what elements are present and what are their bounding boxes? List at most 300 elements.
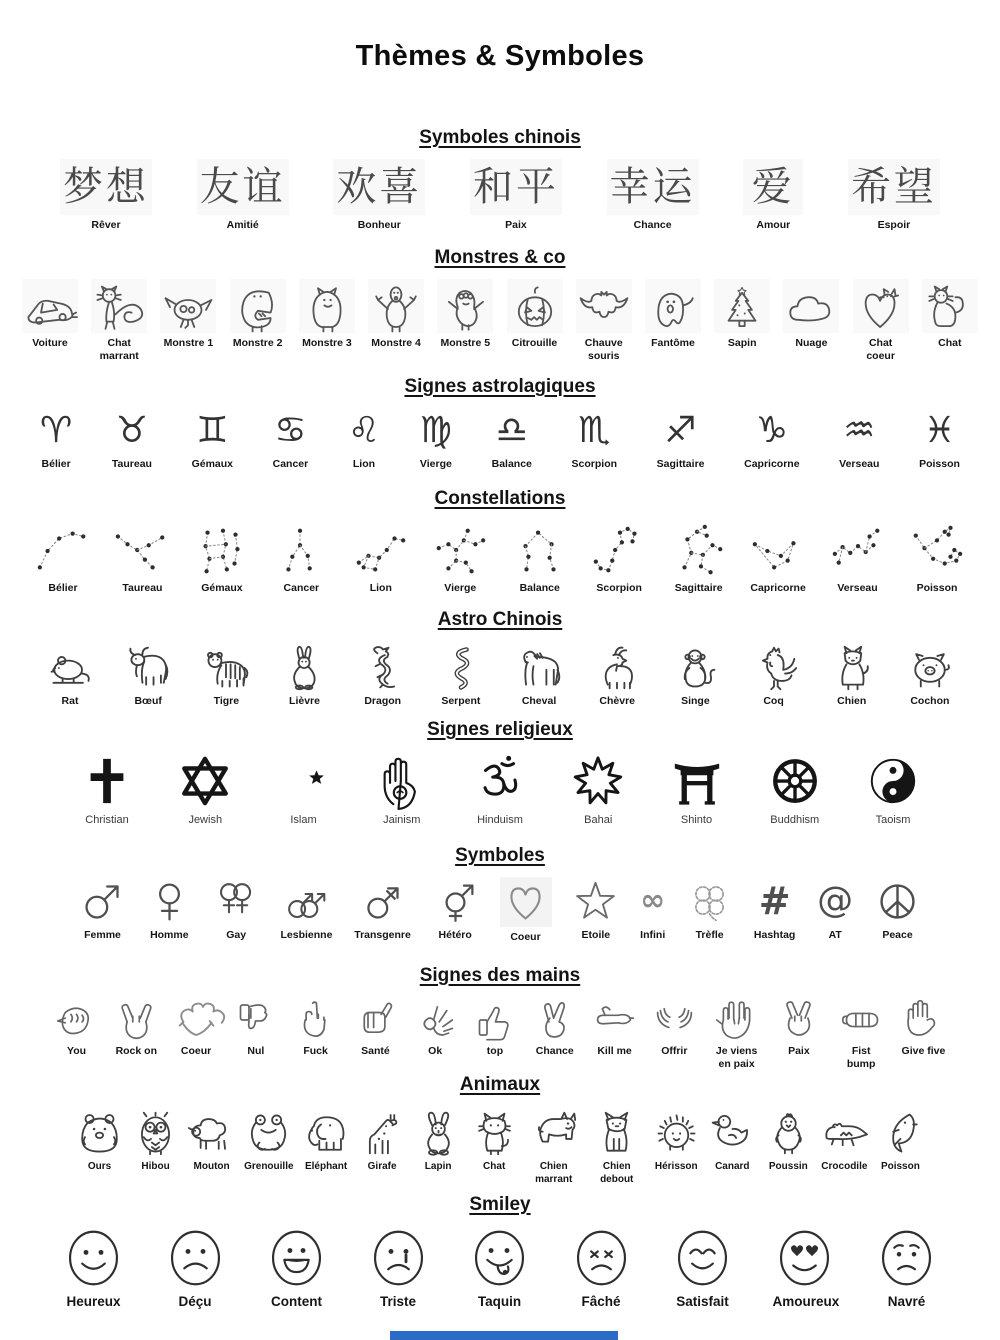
symbol-label: Ok — [428, 1044, 443, 1057]
symbol-label: Fantôme — [651, 336, 695, 349]
symbol-label: Rat — [61, 695, 79, 708]
religieux-buddhism — [768, 751, 822, 827]
transgender-sign-icon — [360, 877, 405, 925]
chinese-calligraphy-icon — [848, 159, 940, 215]
zodiac-virgo-icon — [420, 408, 452, 454]
symbol-label: Capricorne — [744, 457, 800, 470]
animaux-poussin — [765, 1106, 812, 1173]
religieux-islam — [277, 751, 331, 827]
astrologiques-vierge — [420, 408, 452, 472]
chinese-calligraphy-icon — [333, 159, 425, 215]
symbol-label: Chance — [535, 1044, 574, 1057]
constellation-gemini-icon — [193, 520, 251, 578]
religieux-jainism — [375, 751, 429, 827]
astro-chinois-cheval — [515, 641, 563, 709]
cloud-icon — [783, 279, 839, 333]
symbol-label: Kill me — [597, 1044, 632, 1057]
symbol-label: Mouton — [193, 1161, 230, 1173]
section-astrologiques — [0, 376, 1000, 472]
constellations-poisson — [908, 520, 966, 596]
chinese-calligraphy-glyph: 希望 — [850, 164, 937, 210]
smiley-sorry-icon — [875, 1226, 938, 1288]
symbol-label: Citrouille — [511, 336, 558, 349]
mains-coeur — [174, 997, 219, 1059]
monstres-monstre-2 — [230, 279, 286, 351]
symbol-label: Balance — [491, 457, 532, 470]
elephant-icon — [303, 1106, 350, 1156]
constellation-pisces-icon — [908, 520, 966, 578]
religieux-jewish — [178, 751, 232, 827]
rat-icon — [46, 641, 94, 691]
symbol-label: Fuck — [303, 1044, 328, 1057]
animaux-herisson — [653, 1106, 700, 1173]
crocodile-icon — [821, 1106, 868, 1156]
animaux-lapin — [415, 1106, 462, 1173]
at-sign-glyph: @ — [817, 880, 854, 922]
symbol-label: Jewish — [188, 813, 223, 826]
symbol-label: Chauve souris — [584, 336, 623, 363]
symbol-label: Fist bump — [846, 1044, 876, 1071]
infinity-icon — [640, 877, 665, 925]
ghost-icon — [645, 279, 701, 333]
symbol-label: Poussin — [768, 1161, 808, 1173]
constellations-capricorne — [749, 520, 807, 596]
symbol-label: Gay — [226, 929, 247, 942]
zodiac-pisces-icon — [923, 408, 955, 454]
zodiac-gemini-glyph: ♊ — [196, 409, 229, 451]
symbol-label: Paix — [505, 219, 527, 231]
symbol-label: Etoile — [581, 929, 611, 942]
constellation-sagittarius-icon — [670, 520, 728, 578]
symbol-row-mains — [0, 997, 1000, 1072]
monkey-icon — [671, 641, 719, 691]
peace-fingers-icon — [776, 997, 821, 1041]
hashtag-icon — [759, 877, 791, 925]
chinese-calligraphy-glyph: 爱 — [751, 164, 795, 210]
constellations-belier — [34, 520, 92, 596]
symbol-row-monstres — [0, 279, 1000, 364]
symbol-label: Déçu — [178, 1294, 212, 1310]
star-of-david-icon — [178, 751, 232, 809]
symbol-row-animaux — [0, 1106, 1000, 1186]
symbol-row-astrologiques — [0, 408, 1000, 472]
rooster-icon — [750, 641, 798, 691]
astro-chinois-coq — [750, 641, 798, 709]
astro-chinois-b-uf — [124, 641, 172, 709]
constellation-cancer-icon — [272, 520, 330, 578]
symbol-label: Capricorne — [750, 581, 806, 594]
section-header-monstres: Monstres & co — [434, 246, 566, 268]
heart-icon — [500, 877, 552, 927]
yin-yang-icon — [866, 751, 920, 809]
double-female-sign-icon — [214, 877, 259, 925]
hand-ok-icon — [413, 997, 458, 1041]
open-hand-icon — [901, 997, 946, 1041]
symboles-transgenre — [354, 877, 411, 943]
monstres-citrouille — [507, 279, 563, 351]
smiley-content — [265, 1226, 328, 1311]
zodiac-pisces-glyph: ♓ — [923, 409, 956, 451]
hand-rock-on-icon — [114, 997, 159, 1041]
symbol-label: Chèvre — [599, 695, 635, 708]
symbol-label: Buddhism — [770, 813, 820, 826]
astrologiques-gemaux — [192, 408, 233, 472]
zodiac-taurus-glyph: ♉ — [115, 409, 149, 451]
symbol-row-religieux — [0, 751, 1000, 827]
crescent-star-icon — [277, 751, 331, 809]
torii-icon — [670, 751, 724, 809]
zodiac-scorpio-glyph: ♏ — [578, 409, 611, 451]
car-icon — [22, 279, 78, 333]
symbol-label: Cochon — [910, 695, 950, 708]
symboles-peace — [875, 877, 920, 943]
symboles-hashtag — [754, 877, 795, 943]
astro-chinois-lievre — [281, 641, 329, 709]
symbol-row-astro-chinois — [0, 641, 1000, 709]
horse-icon — [515, 641, 563, 691]
monster-2-icon — [230, 279, 286, 333]
symbol-label: Navré — [887, 1294, 926, 1310]
astro-chinois-cochon — [906, 641, 954, 709]
heterosexual-sign-icon — [433, 877, 478, 925]
monstres-nuage — [783, 279, 839, 351]
heart-cat-icon — [853, 279, 909, 333]
constellations-balance — [511, 520, 569, 596]
symbol-label: Bélier — [48, 581, 78, 594]
symbol-label: Hashtag — [753, 929, 796, 942]
chinese-calligraphy-glyph: 梦想 — [63, 164, 149, 210]
chinese-calligraphy-icon — [197, 159, 289, 215]
section-header-smiley: Smiley — [469, 1194, 531, 1216]
standing-dog-icon — [593, 1106, 640, 1156]
symbol-label: Content — [271, 1294, 322, 1310]
middle-finger-icon — [293, 997, 338, 1041]
page-title: Thèmes & Symboles — [355, 40, 645, 72]
dog-icon — [828, 641, 876, 691]
religieux-bahai — [571, 751, 625, 827]
monstres-chat — [922, 279, 978, 351]
symbol-label: AT — [828, 929, 842, 942]
mains-you — [54, 997, 99, 1059]
symboles-coeur — [500, 877, 552, 945]
smiley-angry-icon — [570, 1226, 633, 1288]
fish-icon — [877, 1106, 924, 1156]
cat-front-icon — [471, 1106, 518, 1156]
constellations-gemaux — [193, 520, 251, 596]
section-animaux — [0, 1074, 1000, 1186]
monster-5-icon — [437, 279, 493, 333]
smiley-navre — [875, 1226, 938, 1311]
monster-3-icon — [299, 279, 355, 333]
zodiac-aries-glyph: ♈ — [40, 409, 73, 451]
constellations-scorpion — [590, 520, 648, 596]
symbol-label: Chance — [633, 219, 672, 231]
chinese-calligraphy-glyph: 和平 — [472, 164, 559, 210]
sections — [0, 127, 1000, 1311]
symbol-label: Dragon — [364, 695, 402, 708]
symbol-label: Infini — [640, 929, 666, 942]
animaux-mouton — [188, 1106, 235, 1173]
monstres-monstre-1 — [160, 279, 216, 351]
symbol-label: Bélier — [41, 457, 71, 470]
zodiac-leo-icon — [348, 408, 380, 454]
symbol-label: Voiture — [32, 336, 68, 349]
star-icon — [573, 877, 618, 925]
monstres-monstre-4 — [368, 279, 424, 351]
jain-hand-icon — [375, 751, 429, 809]
mains-sante — [353, 997, 398, 1059]
symbol-row-symboles — [0, 877, 1000, 945]
owl-icon — [132, 1106, 179, 1156]
mains-fist-bump — [836, 997, 886, 1072]
mains-je-viens-en-paix — [712, 997, 762, 1072]
smiley-fache — [570, 1226, 633, 1311]
symbol-label: Coeur — [180, 1044, 212, 1057]
symbol-label: Grenouille — [244, 1161, 294, 1173]
symbol-label: Girafe — [367, 1161, 397, 1173]
symbol-label: Amitié — [226, 219, 259, 231]
astrologiques-verseau — [839, 408, 879, 472]
symbol-label: Femme — [84, 929, 121, 942]
constellations-sagittaire — [670, 520, 728, 596]
astro-chinois-singe — [671, 641, 719, 709]
symbol-label: Gémaux — [201, 581, 243, 594]
mains-nul — [233, 997, 278, 1059]
constellations-vierge — [431, 520, 489, 596]
symbol-label: Hinduism — [477, 813, 523, 826]
symbol-label: Coq — [763, 695, 784, 708]
symbol-label: Monstre 5 — [440, 336, 491, 349]
symbol-label: Taureau — [122, 581, 163, 594]
symbol-label: Bahai — [584, 813, 613, 826]
monster-1-icon — [160, 279, 216, 333]
chinois-amitie — [197, 159, 289, 233]
animaux-crocodile — [821, 1106, 868, 1173]
om-icon — [473, 751, 527, 809]
monstres-chat-coeur — [853, 279, 909, 364]
clover-icon — [687, 877, 732, 925]
symbol-label: Santé — [361, 1044, 390, 1057]
symbol-label: Sapin — [727, 336, 757, 349]
chinois-espoir — [848, 159, 940, 233]
astrologiques-taureau — [112, 408, 152, 472]
symbol-label: Scorpion — [571, 457, 618, 470]
symbol-label: You — [66, 1044, 87, 1057]
symbol-label: Cancer — [283, 581, 320, 594]
chinois-bonheur — [333, 159, 425, 233]
symbol-label: Vierge — [444, 581, 477, 594]
mains-chance — [532, 997, 577, 1059]
monstres-monstre-5 — [437, 279, 493, 351]
section-header-animaux: Animaux — [459, 1074, 541, 1096]
chick-icon — [765, 1106, 812, 1156]
symbol-label: Peace — [882, 929, 913, 942]
monster-4-icon — [368, 279, 424, 333]
symbol-label: Chat — [483, 1161, 506, 1173]
zodiac-sagittarius-glyph: ♐ — [664, 409, 697, 451]
section-symboles — [0, 845, 1000, 945]
symbol-label: Offrir — [661, 1044, 688, 1057]
mains-give-five — [901, 997, 946, 1059]
astrologiques-lion — [348, 408, 380, 472]
astrologiques-scorpion — [572, 408, 618, 472]
symbol-label: Chat coeur — [866, 336, 895, 363]
section-header-religieux: Signes religieux — [427, 718, 573, 740]
monstres-voiture — [22, 279, 78, 351]
symbol-label: Chien — [837, 695, 867, 708]
zodiac-libra-glyph: ♎ — [495, 409, 528, 451]
constellation-aquarius-icon — [829, 520, 887, 578]
smiley-tongue-icon — [468, 1226, 531, 1288]
bottom-bar — [390, 1331, 618, 1340]
religieux-taoism — [866, 751, 920, 827]
astrologiques-poisson — [919, 408, 960, 472]
symbol-label: Heureux — [66, 1294, 121, 1310]
chinese-calligraphy-glyph: 幸运 — [609, 164, 696, 210]
giraffe-icon — [359, 1106, 406, 1156]
animaux-hibou — [132, 1106, 179, 1173]
zodiac-taurus-icon — [116, 408, 148, 454]
goat-icon — [593, 641, 641, 691]
symbol-label: Crocodile — [821, 1161, 868, 1173]
chinese-calligraphy-glyph: 友谊 — [199, 164, 286, 210]
chinese-calligraphy-glyph: 欢喜 — [336, 164, 423, 210]
zodiac-cancer-glyph: ♋ — [274, 409, 307, 451]
symbol-label: Give five — [901, 1044, 946, 1057]
tiger-icon — [202, 641, 250, 691]
astrologiques-cancer — [273, 408, 309, 472]
hand-you-icon — [54, 997, 99, 1041]
symbol-label: Bœuf — [134, 695, 162, 708]
animaux-chien-marrant — [527, 1106, 581, 1186]
symbol-label: Chat — [938, 336, 962, 349]
mains-ok — [413, 997, 458, 1059]
zodiac-sagittarius-icon — [664, 408, 696, 454]
section-header-symboles: Symboles — [455, 845, 545, 867]
symbol-label: Cheval — [521, 695, 557, 708]
section-header-astro-chinois: Astro Chinois — [437, 609, 563, 631]
symbol-label: Poisson — [919, 457, 960, 470]
section-smiley — [0, 1194, 1000, 1311]
symbol-label: Lapin — [424, 1161, 452, 1173]
symbol-label: Lièvre — [289, 695, 320, 708]
monstres-sapin — [714, 279, 770, 351]
symbol-label: Taoism — [875, 813, 911, 826]
constellations-cancer — [272, 520, 330, 596]
animaux-canard — [709, 1106, 756, 1173]
peace-icon — [875, 877, 920, 925]
astro-chinois-chien — [828, 641, 876, 709]
symbol-label: Chat marrant — [99, 336, 139, 363]
symbol-label: Lion — [369, 581, 392, 594]
chinese-calligraphy-icon — [607, 159, 699, 215]
rabbit-icon — [415, 1106, 462, 1156]
constellations-taureau — [113, 520, 171, 596]
astro-chinois-rat — [46, 641, 94, 709]
symbol-label: Transgenre — [354, 929, 411, 942]
female-sign-icon — [147, 877, 192, 925]
zodiac-leo-glyph: ♌ — [347, 409, 381, 451]
astro-chinois-tigre — [202, 641, 250, 709]
symbol-label: Amour — [756, 219, 791, 231]
symbol-label: Poisson — [880, 1161, 920, 1173]
smiley-triste — [367, 1226, 430, 1311]
symbol-label: Bonheur — [357, 219, 401, 231]
astrologiques-belier — [40, 408, 72, 472]
symbol-label: Verseau — [837, 581, 878, 594]
constellation-scorpio-icon — [590, 520, 648, 578]
zodiac-gemini-icon — [196, 408, 228, 454]
mains-fuck — [293, 997, 338, 1059]
funny-cat-icon — [91, 279, 147, 333]
symboles-homme — [147, 877, 192, 943]
animaux-ours — [76, 1106, 123, 1173]
astrologiques-sagittaire — [657, 408, 705, 472]
symbol-row-constellations — [0, 520, 1000, 596]
symbol-label: Tigre — [213, 695, 240, 708]
constellation-leo-icon — [352, 520, 410, 578]
animaux-chat — [471, 1106, 518, 1173]
section-astro-chinois — [0, 609, 1000, 709]
constellation-virgo-icon — [431, 520, 489, 578]
cat-icon — [922, 279, 978, 333]
fingers-crossed-icon — [532, 997, 577, 1041]
zodiac-libra-icon — [496, 408, 528, 454]
fist-bump-icon — [839, 997, 884, 1041]
thumbs-down-icon — [233, 997, 278, 1041]
symbol-label: Trèfle — [695, 929, 724, 942]
chinese-calligraphy-icon — [60, 159, 152, 215]
symbol-label: Taureau — [111, 457, 152, 470]
monstres-chauve-souris — [576, 279, 632, 364]
section-mains — [0, 965, 1000, 1072]
religieux-christian — [80, 751, 134, 827]
symbol-label: Chien marrant — [535, 1161, 573, 1186]
smiley-sad-icon — [367, 1226, 430, 1288]
bat-icon — [576, 279, 632, 333]
symbol-label: Rêver — [91, 219, 121, 231]
thumbs-up-icon — [472, 997, 517, 1041]
zodiac-aquarius-icon — [843, 408, 875, 454]
constellation-capricorn-icon — [749, 520, 807, 578]
animaux-girafe — [359, 1106, 406, 1173]
funny-dog-icon — [530, 1106, 577, 1156]
section-header-mains: Signes des mains — [419, 964, 581, 986]
symbol-label: Cancer — [272, 457, 309, 470]
symbol-label: Hérisson — [654, 1161, 698, 1173]
pumpkin-icon — [507, 279, 563, 333]
symbol-label: Monstre 1 — [163, 336, 214, 349]
symbol-label: Taquin — [477, 1294, 522, 1310]
hedgehog-icon — [653, 1106, 700, 1156]
mains-kill-me — [592, 997, 637, 1059]
symbol-label: Shinto — [680, 813, 713, 826]
symbol-label: Ours — [87, 1161, 112, 1173]
animaux-chien-debout — [590, 1106, 644, 1186]
symbol-label: top — [486, 1044, 504, 1057]
hand-kill-me-icon — [592, 997, 637, 1041]
astro-chinois-dragon — [359, 641, 407, 709]
infinity-glyph: ∞ — [640, 883, 666, 919]
zodiac-aries-icon — [40, 408, 72, 454]
bahai-star-icon — [571, 751, 625, 809]
hashtag-glyph: # — [758, 879, 791, 924]
astrologiques-capricorne — [744, 408, 799, 472]
zodiac-aquarius-glyph: ♒ — [843, 409, 876, 451]
symboles-hetero — [433, 877, 478, 943]
mains-rock-on — [114, 997, 159, 1059]
symbol-label: Nuage — [795, 336, 828, 349]
